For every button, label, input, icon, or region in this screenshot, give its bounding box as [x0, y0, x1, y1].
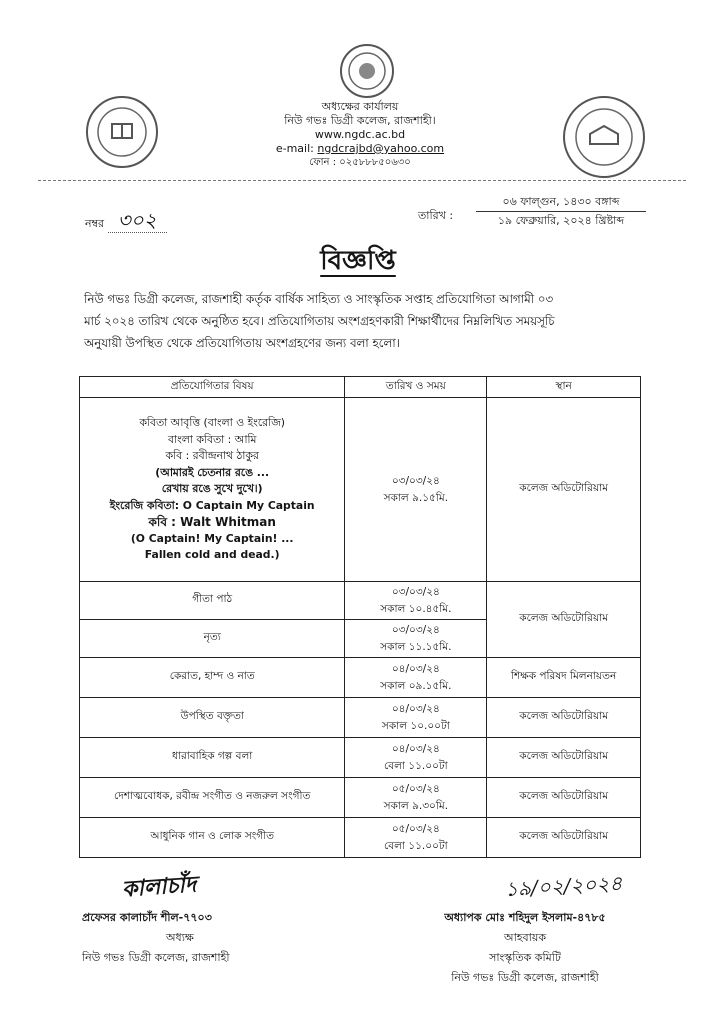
row-venue: কলেজ অডিটোরিয়াম — [487, 698, 641, 738]
principal-block — [82, 908, 342, 968]
table-row — [80, 698, 641, 738]
row-time: সকাল ০৯.১৫মি. — [380, 679, 452, 692]
row-subject: আধুনিক গান ও লোক সংগীত — [80, 818, 345, 858]
notice-body — [84, 288, 684, 354]
convener-office: নিউ গভঃ ডিগ্রী কলেজ, রাজশাহী — [451, 971, 599, 984]
principal-office: নিউ গভঃ ডিগ্রী কলেজ, রাজশাহী — [82, 951, 230, 964]
dance-time: সকাল ১১.১৫মি. — [380, 640, 452, 653]
row-datetime — [345, 658, 487, 698]
email-link[interactable]: ngdcrajbd@yahoo.com — [317, 142, 445, 155]
website-link[interactable]: www.ngdc.ac.bd — [314, 128, 406, 141]
recitation-time: সকাল ৯.১৫মি. — [383, 491, 449, 504]
convener-signature: ১৯/০২/২০২৪ — [504, 870, 623, 902]
principal-signature: কালাচাঁদ — [121, 871, 198, 903]
row-datetime — [345, 698, 487, 738]
table-row — [80, 398, 641, 582]
phone-number: ফোন : ০২৫৮৮৮৫০৬৩০ — [309, 157, 411, 168]
gita-time: সকাল ১০.৪৫মি. — [380, 602, 452, 615]
row-date: ০৫/০৩/২৪ — [391, 782, 440, 795]
header-subject: প্রতিযোগিতার বিষয় — [80, 377, 345, 398]
row-datetime — [345, 818, 487, 858]
header-datetime: তারিখ ও সময় — [345, 377, 487, 398]
email-label: e-mail: — [275, 142, 314, 155]
gita-datetime — [345, 582, 487, 620]
row-subject: দেশাত্মবোধক, রবীন্দ্র সংগীত ও নজরুল সংগীত — [80, 778, 345, 818]
memo-number — [85, 206, 167, 239]
memo-date-label: তারিখ : — [418, 209, 454, 222]
recitation-bangla-line2: রেখায় রঙে সুখে দুখে।) — [161, 482, 263, 496]
table-row — [80, 738, 641, 778]
row-time: বেলা ১১.০০টা — [383, 759, 448, 772]
convener-block — [410, 908, 640, 988]
gita-date: ০৩/০৩/২৪ — [391, 585, 440, 598]
row-venue: কলেজ অডিটোরিয়াম — [487, 738, 641, 778]
principal-name: প্রফেসর কালাচাঁদ শীল-৭৭০৩ — [82, 911, 212, 924]
table-row — [80, 658, 641, 698]
shared-venue: কলেজ অডিটোরিয়াম — [487, 582, 641, 658]
convener-designation: আহবায়ক — [503, 931, 547, 944]
convener-name: অধ্যাপক মোঃ শহিদুল ইসলাম-৪৭৮৫ — [444, 911, 606, 924]
notice-title: বিজ্ঞপ্তি — [320, 246, 396, 276]
recitation-venue: কলেজ অডিটোরিয়াম — [487, 398, 641, 582]
convener-committee: সাংস্কৃতিক কমিটি — [489, 951, 561, 964]
table-row — [80, 582, 641, 620]
college-name: নিউ গভঃ ডিগ্রী কলেজ, রাজশাহী। — [284, 114, 436, 127]
recitation-bangla-poem: বাংলা কবিতা : আমি — [167, 432, 257, 446]
principal-designation: অধ্যক্ষ — [166, 931, 194, 944]
memo-number-value: ৩০২ — [108, 208, 167, 233]
recitation-bangla-poet: কবি : রবীন্দ্রনাথ ঠাকুর — [165, 449, 259, 463]
row-date: ০৪/০৩/২৪ — [391, 662, 440, 675]
recitation-english-line1: (O Captain! My Captain! ... — [130, 531, 294, 545]
college-logo-icon — [86, 96, 158, 168]
header-venue: স্থান — [487, 377, 641, 398]
recitation-english-poem: ইংরেজি কবিতা: O Captain My Captain — [109, 498, 315, 512]
bangladesh-emblem-icon — [563, 96, 645, 178]
row-date: ০৪/০৩/২৪ — [391, 742, 440, 755]
row-venue: শিক্ষক পরিষদ মিলনায়তন — [487, 658, 641, 698]
memo-number-label: নম্বর — [85, 217, 105, 230]
header-divider — [38, 180, 686, 181]
body-line-3: অনুযায়ী উপস্থিত থেকে প্রতিযোগিতায় অংশগ্রহণের জন্য বলা হলো। — [84, 336, 400, 350]
office-title: অধ্যক্ষের কার্যালয় — [321, 100, 399, 113]
row-time: বেলা ১১.০০টা — [383, 839, 448, 852]
dance-date: ০৩/০৩/২৪ — [391, 623, 440, 636]
recitation-date: ০৩/০৩/২৪ — [391, 474, 440, 487]
row-datetime — [345, 778, 487, 818]
recitation-english-poet: কবি : Walt Whitman — [148, 515, 276, 530]
row-subject: উপস্থিত বক্তৃতা — [80, 698, 345, 738]
date-bangla: ০৬ ফাল্গুন, ১৪৩০ বঙ্গাব্দ — [476, 193, 646, 212]
row-time: সকাল ১০.০০টা — [381, 719, 450, 732]
row-subject: কেরাত, হাম্দ ও নাত — [80, 658, 345, 698]
date-english: ১৯ ফেব্রুয়ারি, ২০২৪ খ্রিষ্টাব্দ — [497, 214, 625, 227]
schedule-table — [79, 376, 641, 858]
row-datetime — [345, 738, 487, 778]
recitation-datetime — [345, 398, 487, 582]
gita-subject: গীতা পাঠ — [80, 582, 345, 620]
body-line-1: নিউ গভঃ ডিগ্রী কলেজ, রাজশাহী কর্তৃক বার্ষিক সাহিত্য ও সাংস্কৃতিক সপ্তাহ প্রতিযোগিতা আগামী ০৩ — [84, 292, 554, 306]
dance-datetime — [345, 620, 487, 658]
table-row — [80, 818, 641, 858]
row-venue: কলেজ অডিটোরিয়াম — [487, 778, 641, 818]
recitation-title: কবিতা আবৃত্তি (বাংলা ও ইংরেজি) — [139, 416, 286, 430]
table-row — [80, 778, 641, 818]
row-venue: কলেজ অডিটোরিয়াম — [487, 818, 641, 858]
recitation-cell — [80, 398, 345, 582]
row-date: ০৪/০৩/২৪ — [391, 702, 440, 715]
table-header-row — [80, 377, 641, 398]
dance-subject: নৃত্য — [80, 620, 345, 658]
email-line — [200, 142, 520, 156]
row-time: সকাল ৯.৩০মি. — [383, 799, 449, 812]
recitation-bangla-line1: (আমারই চেতনার রঙে ... — [155, 465, 270, 479]
row-subject: ধারাবাহিক গল্প বলা — [80, 738, 345, 778]
recitation-english-line2: Fallen cold and dead.) — [144, 548, 280, 562]
row-date: ০৫/০৩/২৪ — [391, 822, 440, 835]
body-line-2: মার্চ ২০২৪ তারিখ থেকে অনুষ্ঠিত হবে। প্রতিযোগিতায় অংশগ্রহণকারী শিক্ষার্থীদের নিম্নলিখিত সময়সূচি — [84, 314, 555, 328]
government-seal-icon — [340, 44, 394, 98]
memo-date — [476, 193, 646, 230]
